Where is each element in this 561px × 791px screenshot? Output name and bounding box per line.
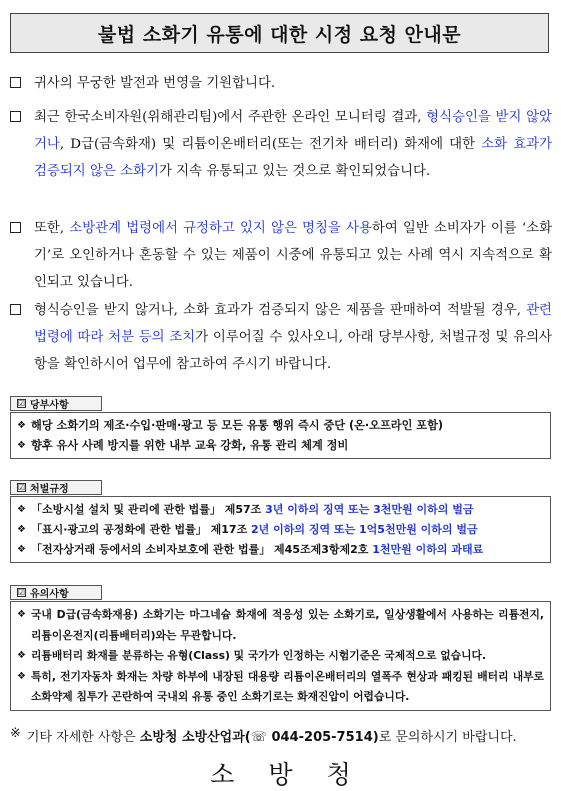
section-label-requests: ☑ 당부사항 — [10, 396, 102, 411]
list-item — [17, 667, 544, 708]
text-segment: 최근 한국소비자원(위해관리팀)에서 주관한 온라인 모니터링 결과, — [34, 110, 427, 125]
diamond-icon: ❖ — [17, 420, 26, 431]
paragraph-text — [34, 215, 552, 296]
note-mark: ※ — [10, 726, 21, 741]
section-box-penalties — [10, 496, 551, 563]
diamond-icon: ❖ — [17, 440, 26, 451]
highlight-text: 소방관계 법령에서 규정하고 있지 않은 명칭을 사용 — [69, 221, 372, 236]
list-item — [17, 500, 544, 520]
list-item — [17, 436, 544, 456]
highlight-text: 2년 이하의 징역 또는 1억5천만원 이하의 벌금 — [251, 523, 478, 536]
contact-department: 소방청 소방산업과(☏ 044-205-7514) — [139, 730, 379, 745]
check-icon: ☑ — [17, 587, 26, 597]
contact-footer: ※ 기타 자세한 사항은 소방청 소방산업과(☏ 044-205-7514)로 문의하시기 바랍니다. — [10, 726, 517, 745]
paragraph-text — [34, 297, 552, 378]
paragraph-3 — [10, 215, 552, 296]
text-segment: 또한, — [34, 221, 70, 236]
text-segment: 귀사의 무궁한 발전과 번영을 기원합니다. — [34, 76, 276, 91]
text-segment: 향후 유사 사례 방지를 위한 내부 교육 강화, 유통 관리 체계 정비 — [31, 439, 349, 452]
paragraph-2 — [10, 104, 552, 185]
paragraph-4 — [10, 297, 552, 378]
paragraph-1 — [10, 70, 552, 97]
paragraph-text — [34, 70, 552, 97]
list-item — [17, 520, 544, 540]
highlight-text: 소화 효과가 검증되지 않은 소화기 — [34, 137, 553, 179]
diamond-icon: ❖ — [17, 524, 26, 535]
highlight-text: 1천만원 이하의 과태료 — [372, 543, 484, 556]
highlight-text: 형식승인을 받지 않았거나 — [34, 110, 552, 152]
text-segment: 국내 D급(금속화재용) 소화기는 마그네슘 화재에 적응성 있는 소화기로, 일상생활에서 사용하는 리튬전지, 리튬이온전지(리튬배터리)와는 무관합니다. — [31, 608, 544, 642]
section-box-notes — [10, 601, 551, 711]
diamond-icon: ❖ — [17, 670, 26, 682]
check-icon: ☑ — [17, 398, 26, 408]
diamond-icon: ❖ — [17, 650, 26, 661]
section-box-requests — [10, 412, 551, 459]
check-icon: ☑ — [17, 482, 26, 492]
checkbox-bullet-icon — [10, 297, 34, 378]
diamond-icon: ❖ — [17, 504, 26, 515]
checkbox-bullet-icon — [10, 70, 34, 97]
highlight-text: 관련 법령에 따라 처분 등의 조치 — [34, 303, 552, 345]
text-segment: 가 이루어질 수 있사오니, 아래 당부사항, 처벌규정 및 유의사항을 확인하시어 업무에 참고하여 주시기 바랍니다. — [34, 330, 552, 372]
text-segment: , D급(금속화재) 및 리튬이온배터리(또는 전기차 배터리) 화재에 대한 — [59, 137, 482, 152]
list-item — [17, 540, 544, 560]
text-segment: 가 지속 유통되고 있는 것으로 확인되었습니다. — [158, 164, 431, 179]
checkbox-bullet-icon — [10, 215, 34, 296]
list-item — [17, 416, 544, 436]
text-segment: 리튬배터리 화재를 분류하는 유형(Class) 및 국가가 인정하는 시험기준은 국제적으로 없습니다. — [31, 649, 487, 662]
checkbox-bullet-icon — [10, 104, 34, 185]
section-label-notes: ☑ 유의사항 — [10, 585, 102, 600]
text-segment: 「표시·광고의 공정화에 관한 법률」 제17조 — [31, 523, 252, 536]
signature: 소방청 — [210, 760, 385, 789]
diamond-icon: ❖ — [17, 544, 26, 555]
text-segment: 「전자상거래 등에서의 소비자보호에 관한 법률」 제45조제3항제2호 — [31, 543, 373, 556]
text-segment: 해당 소화기의 제조·수입·판매·광고 등 모든 유통 행위 즉시 중단 (온·오프라인 포함) — [31, 419, 444, 432]
diamond-icon: ❖ — [17, 609, 26, 620]
text-segment: 하여 일반 소비자가 이를 ‘소화기’로 오인하거나 혼동할 수 있는 제품이 시중에 유통되고 있는 사례 역시 지속적으로 확인되고 있습니다. — [34, 221, 552, 290]
text-segment: 「소방시설 설치 및 관리에 관한 법률」 제57조 — [31, 503, 266, 516]
section-label-penalties: ☑ 처벌규정 — [10, 480, 102, 495]
paragraph-text — [34, 104, 552, 185]
document-title: 불법 소화기 유통에 대한 시정 요청 안내문 — [10, 13, 549, 53]
list-item — [17, 605, 544, 646]
list-item — [17, 646, 544, 667]
text-segment: 형식승인을 받지 않거나, 소화 효과가 검증되지 않은 제품을 판매하여 적발될 경우, — [34, 303, 527, 318]
text-segment: 특히, 전기자동차 화재는 차량 하부에 내장된 대용량 리튬이온배터리의 열폭주 현상과 패킹된 배터리 내부로 소화약제 침투가 곤란하여 국내외 유통 중인 소화기로는 화재진압이 어렵습니다. — [31, 669, 544, 703]
highlight-text: 3년 이하의 징역 또는 3천만원 이하의 벌금 — [265, 503, 474, 516]
